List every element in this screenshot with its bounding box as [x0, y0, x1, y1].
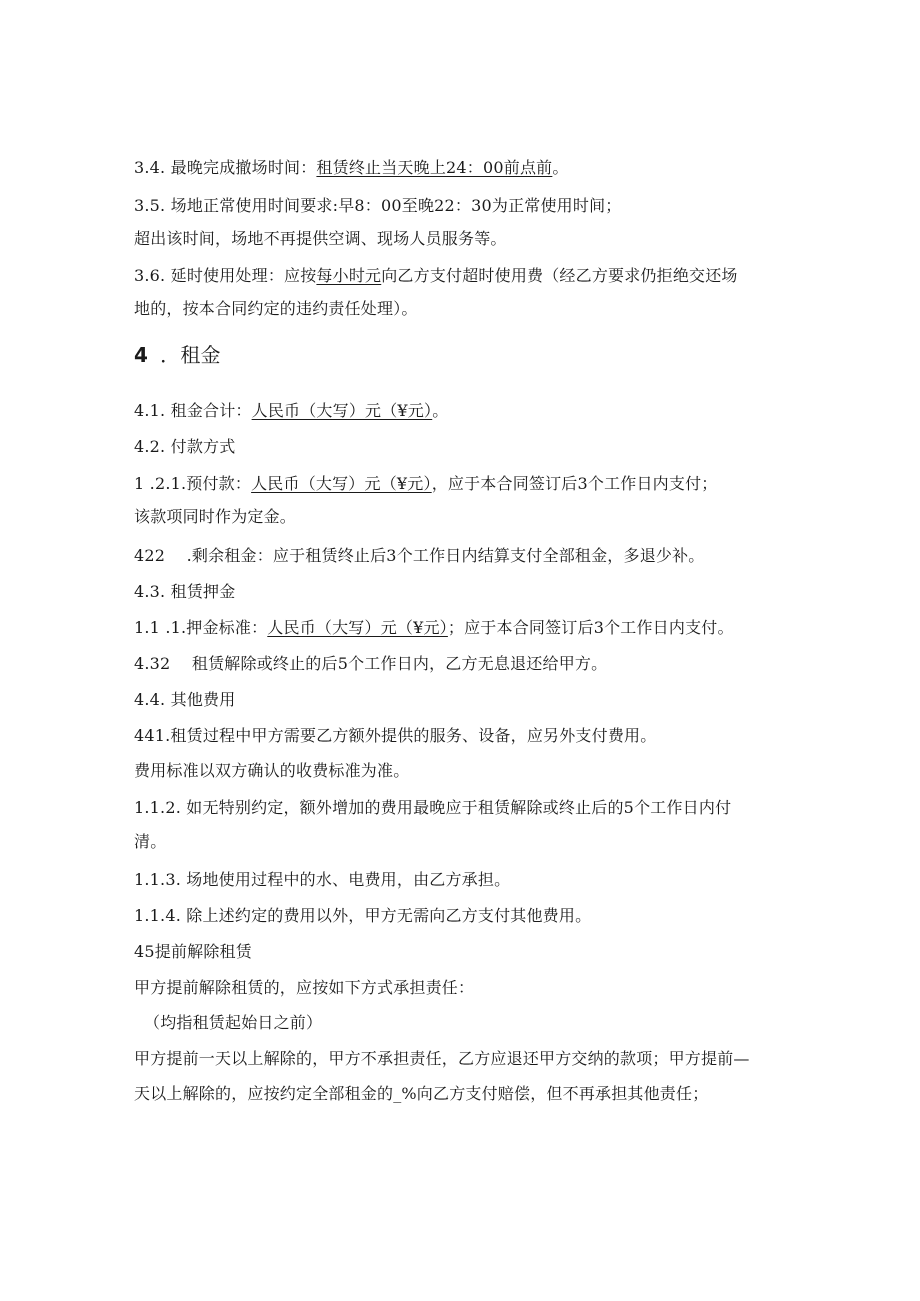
- clause-1-1-2-continued: 清。: [134, 832, 167, 851]
- clause-4-3-1-value: 人民币（大写）元（¥元）: [267, 618, 448, 637]
- clause-1-1-4: 1.1.4. 除上述约定的费用以外，甲方无需向乙方支付其他费用。: [134, 906, 592, 925]
- clause-4-2-1-value: 人民币（大写）元（¥元）: [251, 474, 432, 493]
- clause-4-3: 4.3. 租赁押金: [134, 582, 236, 601]
- clause-4-4-1: 441.租赁过程中甲方需要乙方额外提供的服务、设备，应另外支付费用。: [134, 726, 657, 745]
- clause-3-6-continued: 地的，按本合同约定的违约责任处理）。: [134, 299, 418, 318]
- clause-3-5: 3.5. 场地正常使用时间要求:早8：00至晚22：30为正常使用时间；: [134, 196, 622, 215]
- section-4-heading: 4 ．租金: [134, 343, 221, 367]
- clause-4-2-2: 422 .剩余租金：应于租赁终止后3个工作日内结算支付全部租金，多退少补。: [134, 546, 705, 565]
- clause-4-1-value: 人民币（大写）元（¥元）: [251, 401, 433, 420]
- clause-4-4: 4.4. 其他费用: [134, 690, 236, 709]
- clause-4-2-1-continued: 该款项同时作为定金。: [134, 507, 297, 526]
- clause-4-5-a: 甲方提前解除租赁的，应按如下方式承担责任：: [134, 978, 475, 997]
- clause-3-6-value: 每小时元: [316, 266, 382, 285]
- clause-3-5-continued: 超出该时间，场地不再提供空调、现场人员服务等。: [134, 229, 507, 248]
- clause-1-1-3: 1.1.3. 场地使用过程中的水、电费用，由乙方承担。: [134, 870, 511, 889]
- clause-4-5-b: （均指租赁起始日之前）: [144, 1013, 323, 1032]
- clause-4-4-1-continued: 费用标准以双方确认的收费标准为准。: [134, 761, 410, 780]
- clause-4-5-d: 天以上解除的，应按约定全部租金的_%向乙方支付赔偿，但不再承担其他责任；: [134, 1084, 709, 1103]
- clause-4-3-1: 1.1 .1.押金标准：人民币（大写）元（¥元）；应于本合同签订后3个工作日内支付。: [134, 618, 734, 637]
- clause-4-1: 4.1. 租金合计：人民币（大写）元（¥元）。: [134, 401, 449, 420]
- clause-4-5-c: 甲方提前一天以上解除的，甲方不承担责任，乙方应退还甲方交纳的款项；甲方提前—: [134, 1049, 750, 1068]
- clause-3-6: 3.6. 延时使用处理：应按每小时元向乙方支付超时使用费（经乙方要求仍拒绝交还场: [134, 266, 738, 285]
- clause-3-4-value: 租赁终止当天晚上24：00前点前: [316, 158, 553, 177]
- clause-3-4: 3.4. 最晚完成撤场时间：租赁终止当天晚上24：00前点前。: [134, 158, 569, 177]
- clause-4-5: 45提前解除租赁: [134, 942, 252, 961]
- clause-4-3-2: 4.32 租赁解除或终止的后5个工作日内，乙方无息退还给甲方。: [134, 654, 608, 673]
- clause-4-2: 4.2. 付款方式: [134, 437, 236, 456]
- clause-1-1-2: 1.1.2. 如无特别约定，额外增加的费用最晚应于租赁解除或终止后的5个工作日内付: [134, 798, 732, 817]
- clause-4-2-1: 1 .2.1.预付款：人民币（大写）元（¥元），应于本合同签订后3个工作日内支付；: [134, 474, 718, 493]
